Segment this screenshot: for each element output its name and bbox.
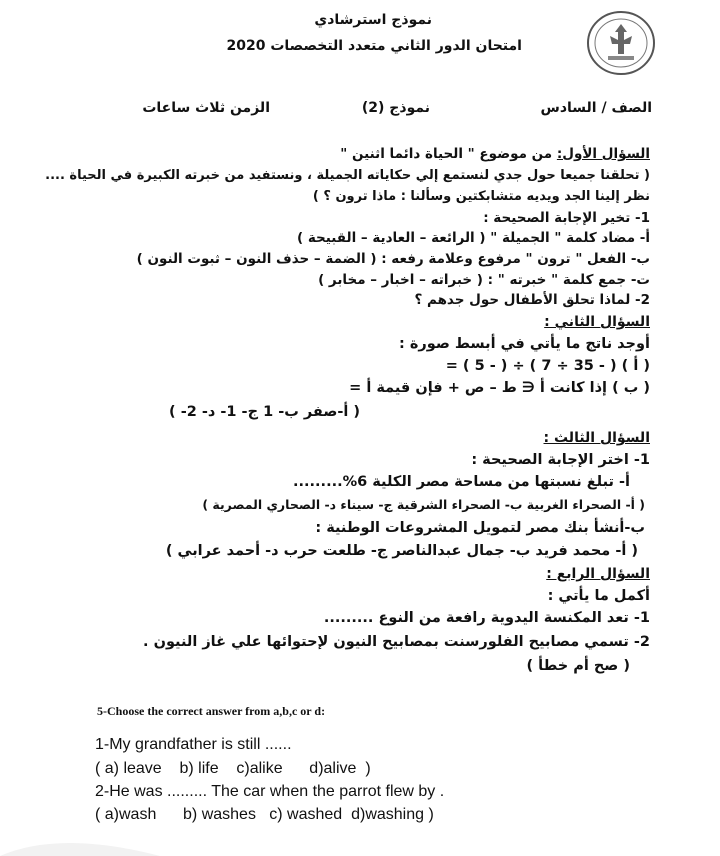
question-2-options: ( أ-صفر ب- 1 ج- 1- د- 2- )	[169, 404, 360, 420]
question-1-intro-line1: ( تحلقنا جميعا حول جدي لنستمع إلي حكاياته الجميلة ، ونستفيد من خبرته الكبيرة في الحياة ....	[45, 168, 650, 183]
question-4-item-2: 2- تسمي مصابيح الفلورسنت بمصابيح النيون لإحتوائها علي غاز النيون .	[143, 634, 650, 650]
question-1-part1: 1- تخير الإجابة الصحيحة :	[483, 210, 650, 226]
question-1-item-a: أ- مضاد كلمة " الجميلة " ( الرائعة – العادية – القبيحة )	[297, 230, 650, 246]
question-2-item-b: ( ب ) إذا كانت أ ∈ ط – ص + فإن قيمة أ =	[349, 380, 650, 396]
exam-title: نموذج استرشادي	[314, 12, 432, 28]
english-question-1: 1-My grandfather is still ......	[95, 736, 292, 753]
question-1	[340, 146, 650, 162]
english-instruction: 5-Choose the correct answer from a,b,c or d:	[97, 704, 326, 718]
grade-label: الصف / السادس	[540, 100, 652, 116]
question-2-title: السؤال الثاني :	[544, 314, 650, 330]
question-1-intro-line2: نظر إلينا الجد ويديه متشابكتين وسألنا : ماذا ترون ؟ )	[312, 189, 650, 204]
question-3-item-a: أ- تبلغ نسبتها من مساحة مصر الكلية 6%.........	[293, 474, 630, 490]
time-label: الزمن ثلاث ساعات	[142, 100, 270, 116]
exam-subtitle: امتحان الدور الثاني متعدد التخصصات 2020	[226, 38, 522, 54]
question-1-item-c: ت- جمع كلمة " خبرته " : ( خبراته – اخبار – مخابر )	[318, 272, 650, 288]
question-3-item-b-options: ( أ- محمد فريد ب- جمال عبدالناصر ج- طلعت حرب د- أحمد عرابي )	[165, 543, 638, 559]
model-label: نموذج (2)	[361, 100, 430, 116]
question-4-title: السؤال الرابع :	[546, 566, 650, 582]
english-question-2-options: ( a)wash b) washes c) washed d)washing )	[95, 806, 434, 823]
question-1-title: السؤال الأول:	[556, 146, 650, 162]
question-3-item-b: ب-أنشأ بنك مصر لتمويل المشروعات الوطنية :	[315, 520, 645, 536]
question-3-item-a-options: ( أ- الصحراء الغربية ب- الصحراء الشرقية ج- سيناء د- الصحاري المصرية )	[202, 497, 645, 512]
page-fold-shadow	[0, 820, 160, 856]
question-4-instruction: أكمل ما يأتي :	[547, 588, 650, 604]
question-1-part2: 2- لماذا تحلق الأطفال حول جدهم ؟	[414, 292, 650, 308]
question-2-item-a: ( أ ) ( - 35 ÷ 7 ) ÷ ( - 5 ) =	[445, 358, 650, 374]
question-1-item-b: ب- الفعل " ترون " مرفوع وعلامة رفعه : ( الضمة – حذف النون – ثبوت النون )	[136, 251, 650, 267]
question-4-item-1: 1- تعد المكنسة اليدوية رافعة من النوع .........	[323, 610, 650, 626]
question-2-instruction: أوجد ناتج ما يأتي في أبسط صورة :	[398, 336, 650, 352]
english-question-1-options: ( a) leave b) life c)alike d)alive )	[95, 760, 371, 777]
question-1-topic: من موضوع " الحياة دائما اثنين "	[340, 146, 557, 162]
question-3-part1: 1- اختر الإجابة الصحيحة :	[471, 452, 650, 468]
ministry-seal-icon	[586, 10, 656, 76]
question-4-true-false: ( صح أم خطأ )	[526, 658, 630, 674]
question-3-title: السؤال الثالث :	[543, 430, 650, 446]
english-question-2: 2-He was ......... The car when the parrot flew by .	[95, 783, 445, 800]
